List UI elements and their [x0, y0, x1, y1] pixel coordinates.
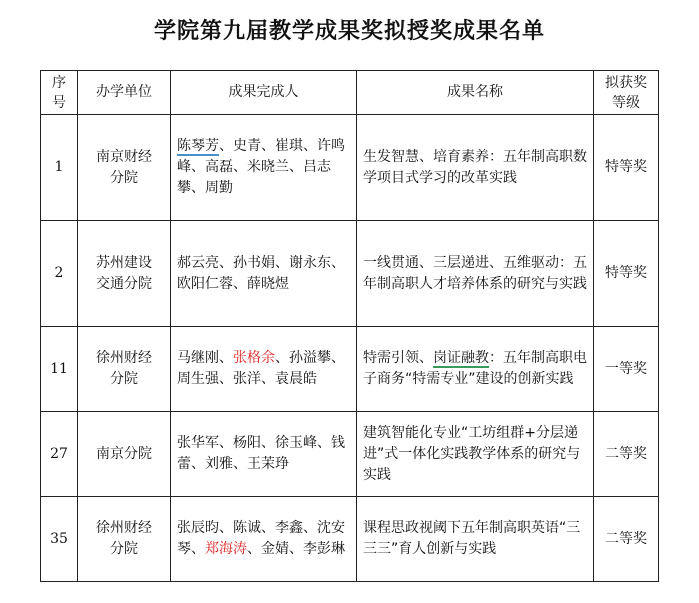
row-achievement-name: 一线贯通、三层递进、五维驱动：五年制高职人才培养体系的研究与实践: [357, 221, 594, 327]
header-level: 拟获奖等级: [594, 71, 659, 115]
row-people: 张辰昀、陈诚、李鑫、沈安琴、郑海涛、金婧、李彭琳: [171, 497, 357, 582]
highlighted-name: 张格余: [233, 350, 275, 366]
row-number: 1: [41, 115, 78, 221]
row-level: 二等奖: [594, 412, 659, 497]
award-table: [40, 70, 659, 582]
row-unit: 徐州财经分院: [78, 327, 171, 412]
row-unit: 南京分院: [78, 412, 171, 497]
row-achievement-name: 建筑智能化专业“工坊组群+分层递进”式一体化实践教学体系的研究与实践: [357, 412, 594, 497]
row-people: 马继刚、张格余、孙溢攀、周生强、张洋、袁晨皓: [171, 327, 357, 412]
row-level: 二等奖: [594, 497, 659, 582]
header-no: 序号: [41, 71, 78, 115]
row-number: 35: [41, 497, 78, 582]
row-number: 11: [41, 327, 78, 412]
row-people: 郝云亮、孙书娟、谢永东、欧阳仁蓉、薛晓煜: [171, 221, 357, 327]
header-people: 成果完成人: [171, 71, 357, 115]
table-header-row: [41, 71, 659, 115]
highlighted-name: 郑海涛: [205, 541, 247, 557]
row-achievement-name: 课程思政视阈下五年制高职英语“三三三”育人创新与实践: [357, 497, 594, 582]
row-achievement-name: 特需引领、岗证融教：五年制高职电子商务“特需专业”建设的创新实践: [357, 327, 594, 412]
table-row: [41, 221, 659, 327]
row-level: 特等奖: [594, 221, 659, 327]
highlighted-name: 陈琴芳: [177, 138, 219, 154]
row-unit: 苏州建设交通分院: [78, 221, 171, 327]
row-level: 特等奖: [594, 115, 659, 221]
page-title: 学院第九届教学成果奖拟授奖成果名单: [153, 19, 545, 44]
table-row: [41, 412, 659, 497]
header-unit: 办学单位: [78, 71, 171, 115]
header-name: 成果名称: [357, 71, 594, 115]
row-achievement-name: 生发智慧、培育素养：五年制高职数学项目式学习的改革实践: [357, 115, 594, 221]
row-unit: 徐州财经分院: [78, 497, 171, 582]
highlighted-term: 岗证融教: [433, 350, 489, 366]
row-people: 张华军、杨阳、徐玉峰、钱蕾、刘雅、王茉琤: [171, 412, 357, 497]
row-unit: 南京财经分院: [78, 115, 171, 221]
row-number: 2: [41, 221, 78, 327]
table-row: [41, 497, 659, 582]
table-row: [41, 115, 659, 221]
row-number: 27: [41, 412, 78, 497]
table-row: [41, 327, 659, 412]
row-level: 一等奖: [594, 327, 659, 412]
row-people: 陈琴芳、史青、崔琪、许鸣峰、高磊、米晓兰、吕志攀、周勤: [171, 115, 357, 221]
